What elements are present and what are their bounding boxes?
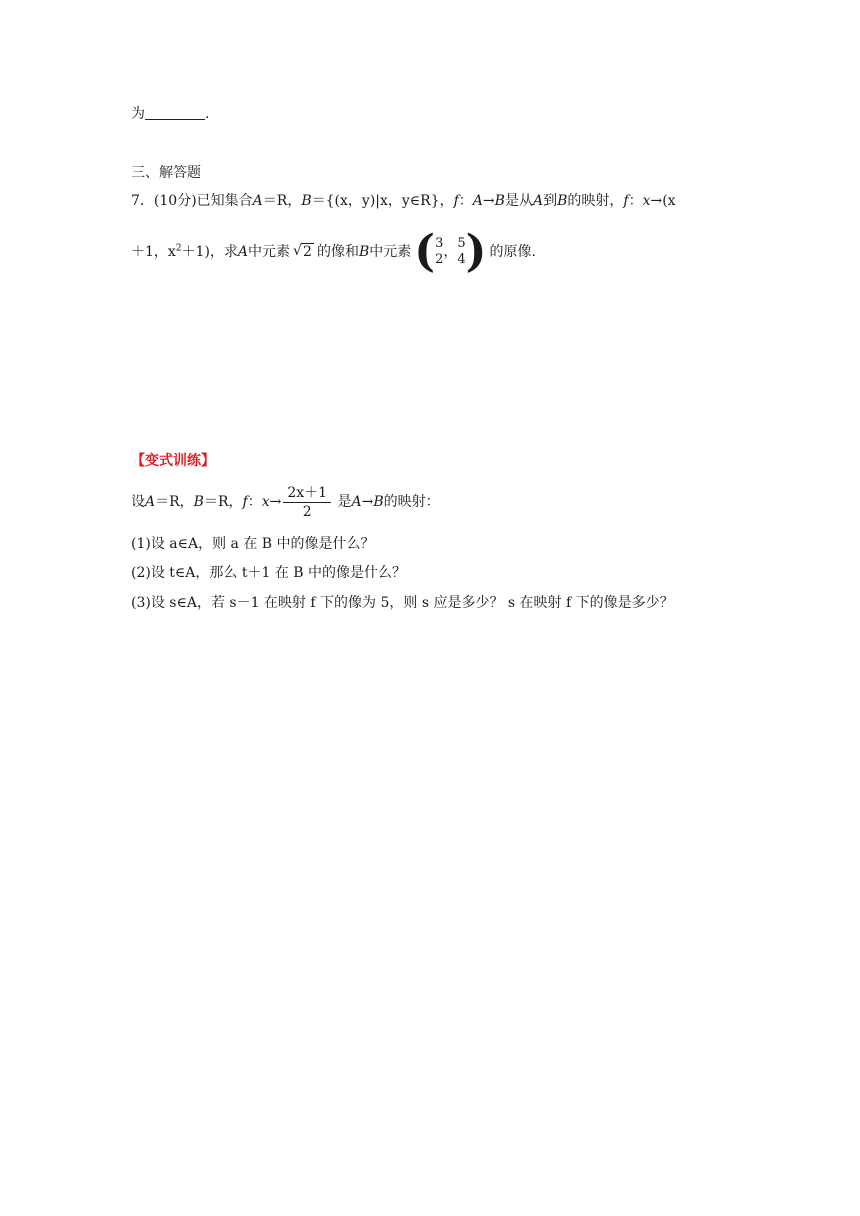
text-segment: ： (247, 494, 262, 510)
problem-7-line-1 (131, 191, 676, 211)
var-B: B (301, 193, 312, 209)
denominator: 4 (457, 252, 466, 267)
text-segment: 是从 (504, 193, 533, 209)
text-segment: ＋1)，求 (181, 244, 238, 260)
text-segment: 的映射： (383, 494, 440, 510)
text-segment: ： (628, 193, 643, 209)
question-2: (2)设 t∈A，那么 t＋1 在 B 中的像是什么？ (131, 565, 407, 581)
text-segment: 设 (131, 494, 145, 510)
var-f: f (623, 193, 629, 209)
arrow-icon: → (482, 193, 495, 209)
denominator: 2 (435, 252, 444, 267)
var-A: A (145, 494, 156, 510)
fill-blank-line (131, 104, 209, 124)
var-A: A (532, 193, 544, 209)
numerator: 5 (457, 236, 466, 251)
arrow-icon: → (361, 494, 374, 510)
sqrt-expression (293, 242, 314, 262)
text-segment: 已知集合 (196, 193, 253, 209)
section-heading: 三、解答题 (131, 165, 201, 181)
variation-heading: 【变式训练】 (131, 453, 215, 469)
problem-number: 7． (131, 193, 154, 209)
var-B: B (494, 193, 505, 209)
text-segment: 的映射， (567, 193, 624, 209)
fraction-denominator: 2 (302, 503, 312, 520)
separator: ， (443, 244, 458, 260)
problem-7-line-2 (131, 226, 536, 277)
var-A: A (252, 193, 263, 209)
fraction-numerator: 2x＋1 (283, 484, 331, 503)
text-segment: 的像和 (316, 244, 359, 260)
problem-points: (10分) (153, 193, 197, 209)
ordered-pair (414, 226, 487, 277)
left-paren-icon: ( (414, 226, 436, 277)
numerator: 3 (435, 236, 444, 251)
right-paren-icon: ) (465, 226, 487, 277)
text-segment: ＝R， (155, 494, 194, 510)
var-x: x (261, 494, 270, 510)
text-segment: 是 (337, 494, 352, 510)
var-B: B (557, 193, 568, 209)
text-segment: 中元素 (369, 244, 412, 260)
text-segment: 的原像. (489, 244, 536, 260)
fill-blank-suffix: . (205, 106, 210, 122)
text-segment: 中元素 (248, 244, 291, 260)
question-1: (1)设 a∈A，则 a 在 B 中的像是什么？ (131, 536, 375, 552)
set-b-definition: ＝{(x，y)|x，y∈R}， (311, 193, 454, 209)
var-A: A (237, 244, 249, 260)
variation-intro (131, 482, 440, 522)
var-f: f (242, 494, 248, 510)
var-x: x (642, 193, 651, 209)
text-segment: ＋1，x (131, 244, 176, 260)
radical-sign-icon: √ (293, 243, 302, 259)
var-A: A (351, 494, 362, 510)
text-segment: (x (662, 193, 676, 209)
radicand: 2 (303, 244, 312, 260)
pair-second (457, 236, 465, 268)
text-segment: ＝R， (203, 494, 243, 510)
fraction (283, 484, 331, 521)
question-3: (3)设 s∈A，若 s－1 在映射 f 下的像为 5，则 s 应是多少？ s 在映射 f 下的像是多少？ (131, 595, 674, 611)
fill-blank-prefix: 为 (131, 106, 145, 122)
var-B: B (358, 244, 370, 260)
var-f: f (453, 193, 459, 209)
answer-blank[interactable] (145, 105, 205, 120)
var-A: A (472, 193, 483, 209)
text-segment: ： (458, 193, 473, 209)
var-B: B (373, 494, 384, 510)
text-segment: ＝R， (262, 193, 302, 209)
exponent: 2 (175, 243, 182, 254)
text-segment: 到 (543, 193, 558, 209)
arrow-icon: → (269, 494, 282, 510)
var-B: B (193, 494, 204, 510)
arrow-icon: → (650, 193, 663, 209)
